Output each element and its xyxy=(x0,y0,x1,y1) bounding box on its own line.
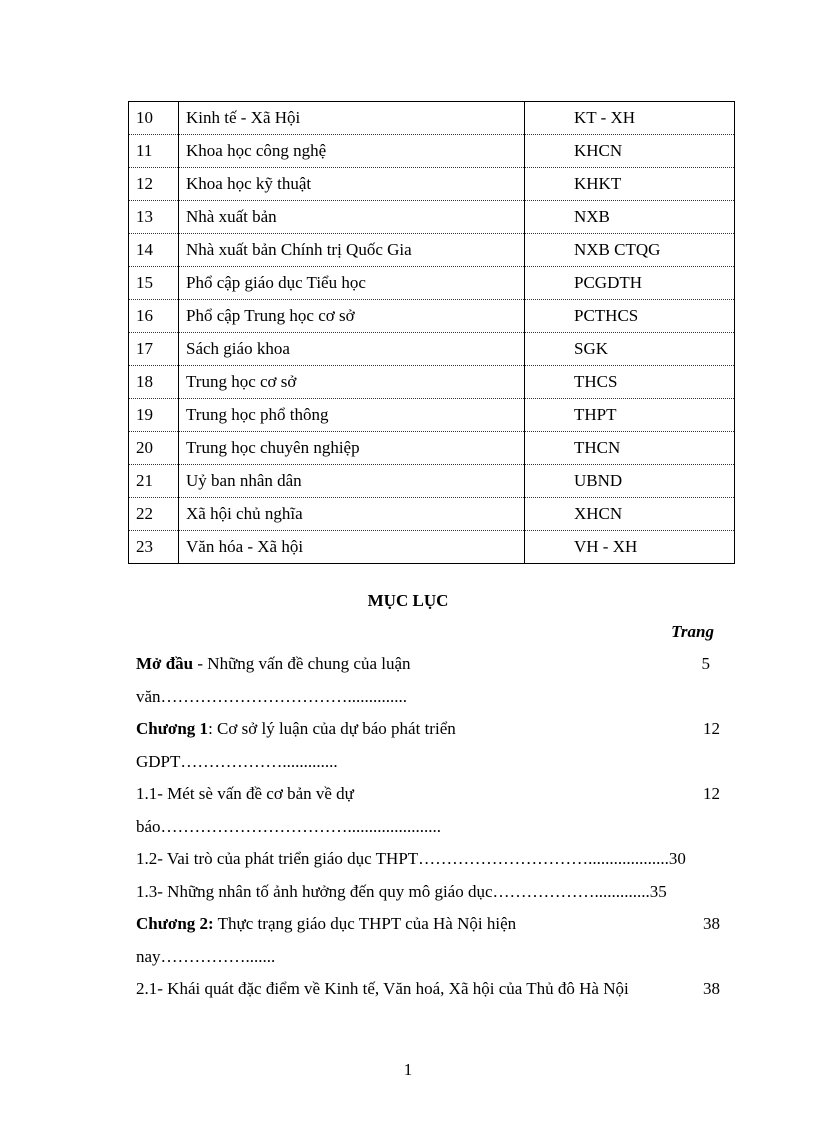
toc-entry-1-3[interactable] xyxy=(136,876,720,909)
row-number: 20 xyxy=(129,432,179,465)
row-abbreviation: UBND xyxy=(525,465,735,498)
toc-entry-2-1[interactable] xyxy=(136,973,720,1006)
toc-entry-cont: báo xyxy=(136,816,161,836)
table-row xyxy=(129,201,735,234)
table-row xyxy=(129,399,735,432)
row-abbreviation: KT - XH xyxy=(525,102,735,135)
toc-entry-page: 5 xyxy=(701,654,710,673)
row-term: Sách giáo khoa xyxy=(179,333,525,366)
toc-entry-chuong-1[interactable] xyxy=(136,713,720,778)
row-term: Khoa học công nghệ xyxy=(179,135,525,168)
toc-entry-page: 12 xyxy=(703,719,720,738)
toc-entry-1-2[interactable] xyxy=(136,843,720,876)
page-number: 1 xyxy=(403,1060,413,1079)
toc-entry-bold: Chương 2: xyxy=(136,914,214,933)
row-abbreviation: KHCN xyxy=(525,135,735,168)
toc-entry-cont: văn xyxy=(136,686,161,706)
toc-entry-bold: Mở đầu xyxy=(136,654,194,673)
row-term: Trung học chuyên nghiệp xyxy=(179,432,525,465)
row-number: 14 xyxy=(129,234,179,267)
table-row xyxy=(129,168,735,201)
row-term: Khoa học kỹ thuật xyxy=(179,168,525,201)
row-abbreviation: PCGDTH xyxy=(525,267,735,300)
row-term: Xã hội chủ nghĩa xyxy=(179,498,525,531)
table-row xyxy=(129,135,735,168)
toc-entry-dots: …………………………................... xyxy=(418,849,669,868)
row-abbreviation: NXB xyxy=(525,201,735,234)
row-abbreviation: NXB CTQG xyxy=(525,234,735,267)
row-number: 17 xyxy=(129,333,179,366)
row-number: 12 xyxy=(129,168,179,201)
toc-entry-page: 35 xyxy=(649,881,667,901)
toc-entry-bold: Chương 1 xyxy=(136,719,209,738)
row-term: Trung học phổ thông xyxy=(179,399,525,432)
row-term: Nhà xuất bản Chính trị Quốc Gia xyxy=(179,234,525,267)
toc-entry-mo-dau[interactable] xyxy=(136,648,720,713)
row-term: Văn hóa - Xã hội xyxy=(179,531,525,564)
toc-entry-text: - Những vấn đề chung của luận xyxy=(193,654,411,673)
row-term: Phổ cập giáo dục Tiểu học xyxy=(179,267,525,300)
toc-entry-dots: ………………............. xyxy=(180,751,338,771)
row-number: 10 xyxy=(129,102,179,135)
row-abbreviation: THPT xyxy=(525,399,735,432)
row-number: 11 xyxy=(129,135,179,168)
row-number: 18 xyxy=(129,366,179,399)
toc-entry-dots: ……………....... xyxy=(160,946,276,966)
toc-entry-cont: nay xyxy=(136,946,161,966)
row-number: 21 xyxy=(129,465,179,498)
table-row xyxy=(129,333,735,366)
row-term: Nhà xuất bản xyxy=(179,201,525,234)
row-number: 13 xyxy=(129,201,179,234)
row-term: Uỷ ban nhân dân xyxy=(179,465,525,498)
toc-entry-text: : Cơ sở lý luận của dự báo phát triển xyxy=(208,719,456,738)
table-row xyxy=(129,531,735,564)
toc-entry-page: 38 xyxy=(703,914,720,933)
toc-entry-chuong-2[interactable] xyxy=(136,908,720,973)
toc-entry-text: 1.3- Những nhân tố ảnh hưởng đến quy mô giáo dục xyxy=(136,881,493,901)
row-abbreviation: KHKT xyxy=(525,168,735,201)
toc-entry-text: 1.1- Mét sè vấn đề cơ bản về dự xyxy=(136,784,354,803)
row-abbreviation: PCTHCS xyxy=(525,300,735,333)
toc-entry-cont: GDPT xyxy=(136,751,181,771)
toc-entry-1-1[interactable] xyxy=(136,778,720,843)
row-number: 23 xyxy=(129,531,179,564)
row-number: 16 xyxy=(129,300,179,333)
row-abbreviation: THCS xyxy=(525,366,735,399)
table-row xyxy=(129,300,735,333)
row-term: Kinh tế - Xã Hội xyxy=(179,102,525,135)
toc-entry-text: 1.2- Vai trò của phát triển giáo dục THPT xyxy=(136,849,419,868)
row-number: 22 xyxy=(129,498,179,531)
toc-title: MỤC LỤC xyxy=(367,591,449,610)
row-abbreviation: VH - XH xyxy=(525,531,735,564)
table-row xyxy=(129,465,735,498)
toc-entry-page: 38 xyxy=(703,979,720,998)
table-row xyxy=(129,498,735,531)
row-term: Phổ cập Trung học cơ sở xyxy=(179,300,525,333)
toc-page-header: Trang xyxy=(671,622,714,641)
toc-entry-dots: ………………............. xyxy=(492,881,650,901)
row-abbreviation: XHCN xyxy=(525,498,735,531)
table-of-contents xyxy=(136,648,720,1006)
row-number: 19 xyxy=(129,399,179,432)
row-abbreviation: SGK xyxy=(525,333,735,366)
table-row xyxy=(129,234,735,267)
row-term: Trung học cơ sở xyxy=(179,366,525,399)
row-number: 15 xyxy=(129,267,179,300)
table-row xyxy=(129,432,735,465)
toc-entry-page: 30 xyxy=(668,849,686,868)
toc-entry-dots: ……………………………...................... xyxy=(160,816,442,836)
abbreviation-table xyxy=(128,101,735,564)
toc-entry-text: Thực trạng giáo dục THPT của Hà Nội hiện xyxy=(213,914,517,933)
toc-entry-text: 2.1- Khái quát đặc điểm về Kinh tế, Văn hoá, Xã hội của Thủ đô Hà Nội xyxy=(136,979,629,998)
toc-entry-dots: …………………………….............. xyxy=(160,686,408,706)
table-row xyxy=(129,267,735,300)
toc-entry-page: 12 xyxy=(703,784,720,803)
table-row xyxy=(129,102,735,135)
table-row xyxy=(129,366,735,399)
row-abbreviation: THCN xyxy=(525,432,735,465)
